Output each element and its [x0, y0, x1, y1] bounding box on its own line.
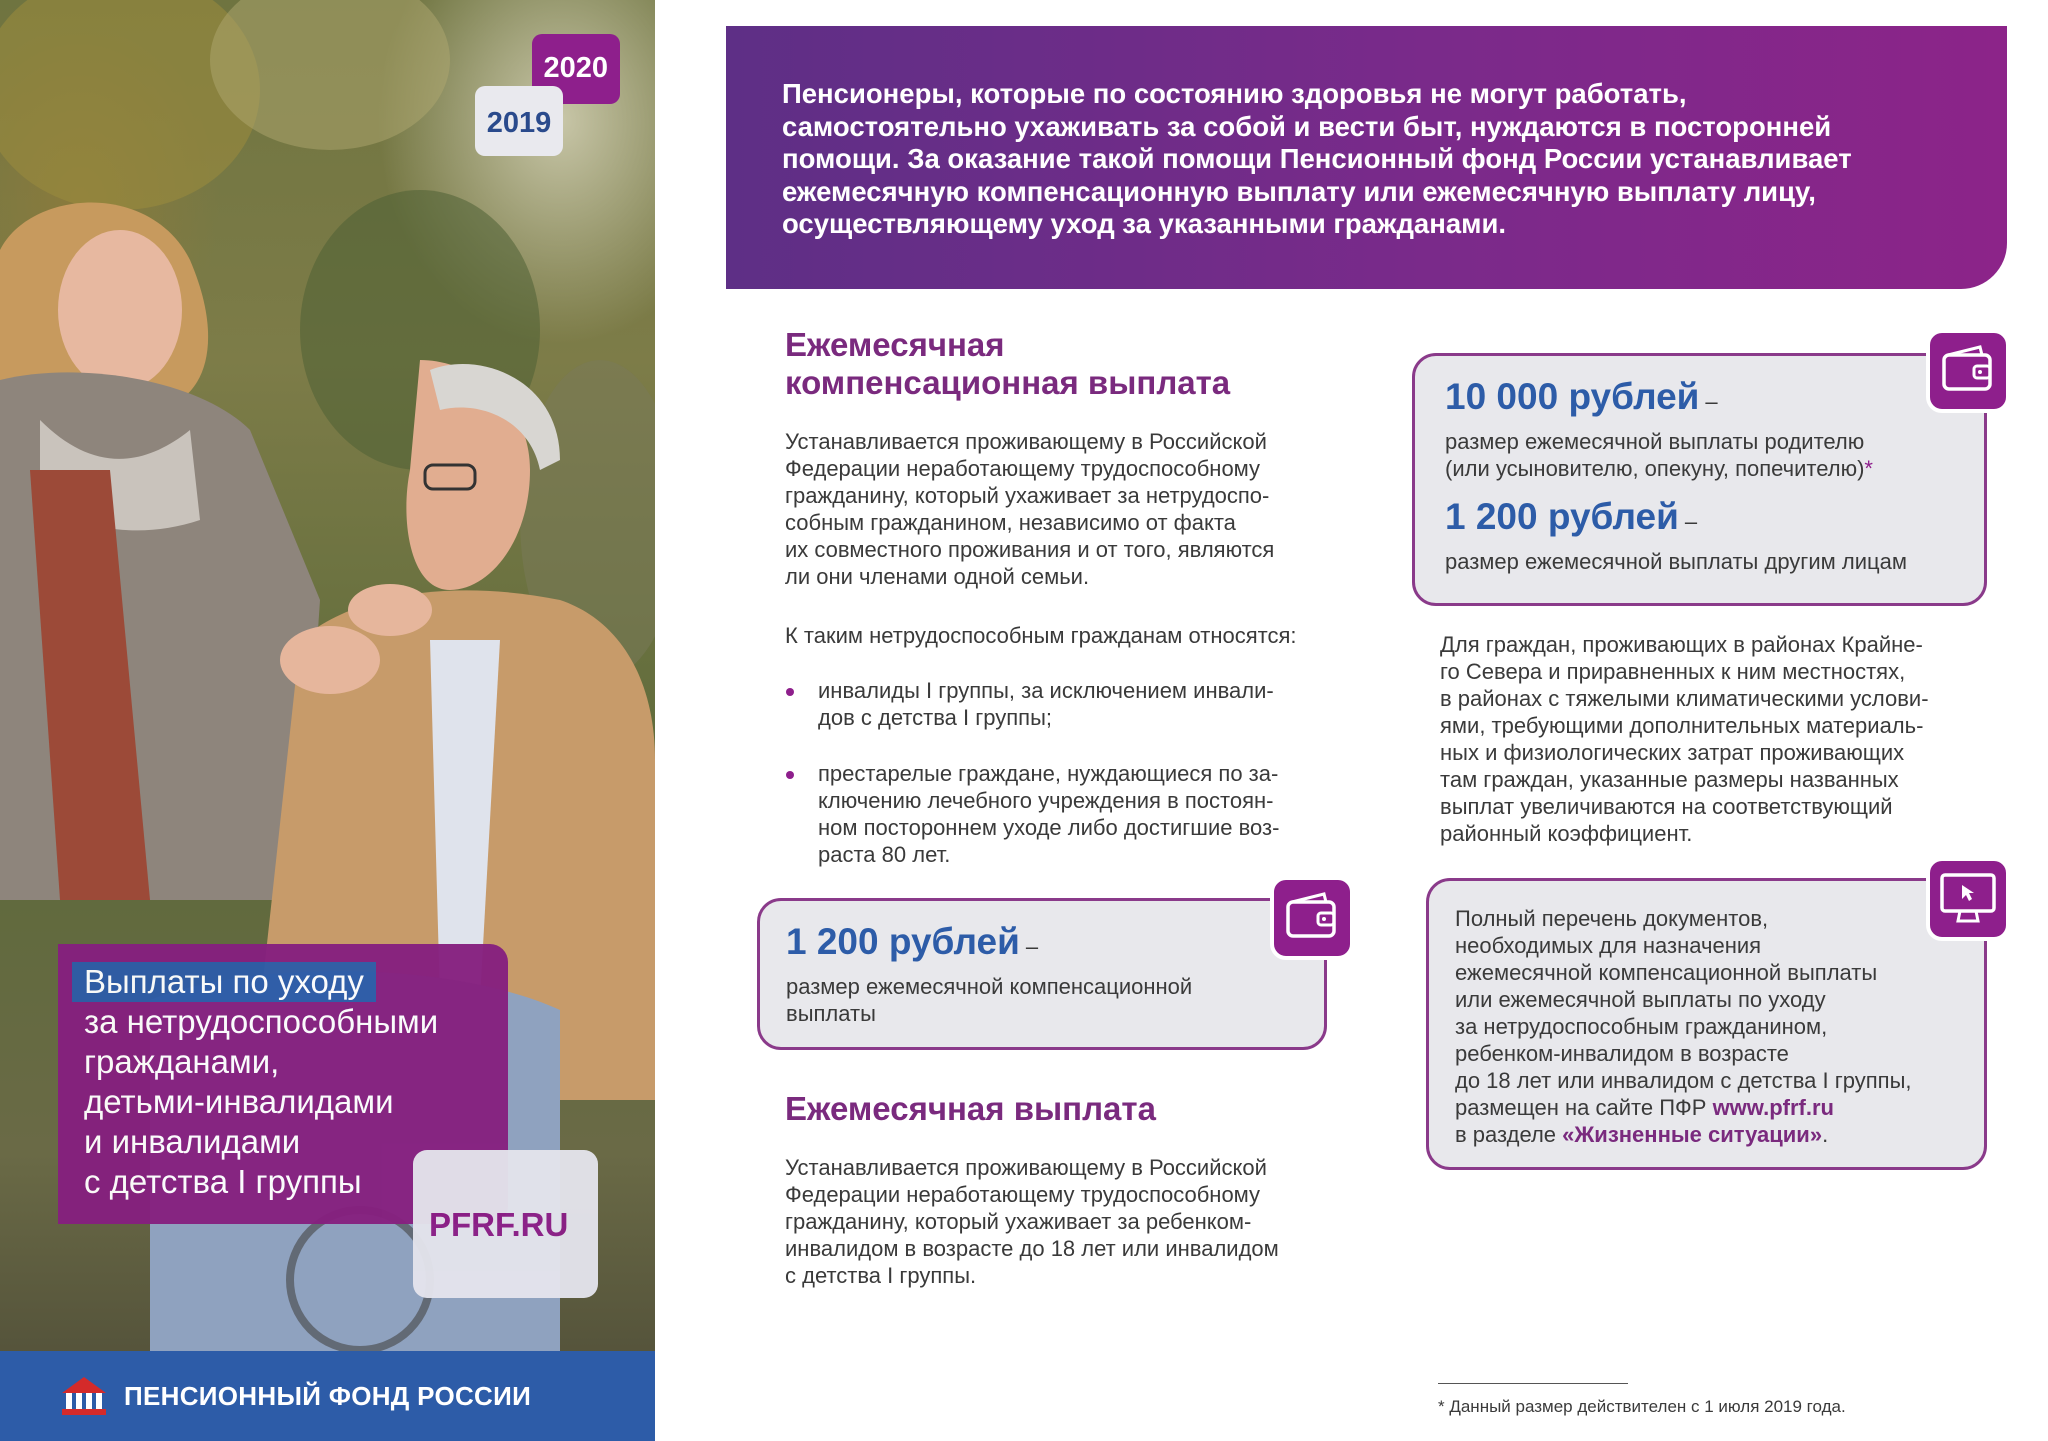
- comp-heading: Ежемесячная компенсационная выплата: [785, 326, 1231, 401]
- list-item: инвалиды I группы, за исключением инвали- дов с детства I группы;: [782, 677, 1324, 731]
- comp-amount: 1 200 рублей: [786, 921, 1020, 962]
- life-situations-link[interactable]: «Жизненные ситуации»: [1562, 1122, 1823, 1147]
- wallet-icon: [1270, 876, 1354, 960]
- monthly-heading: Ежемесячная выплата: [785, 1090, 1156, 1127]
- year-badge-2020: 2020: [532, 34, 620, 104]
- comp-intro: К таким нетрудоспособным гражданам относятся:: [785, 623, 1297, 648]
- banner-line: ежемесячную компенсационную выплату или ежемесячную выплату лицу,: [782, 175, 1816, 207]
- title-line: с детства I группы: [84, 1163, 362, 1200]
- documents-card: [1426, 878, 1987, 1170]
- title-line: Выплаты по уходу: [84, 962, 508, 1002]
- comp-amount-card: 1 200 рублей – размер ежемесячной компенсационной выплаты: [757, 898, 1327, 1050]
- north-note: Для граждан, проживающих в районах Крайне- го Севера и приравненных к ним местностях, в районах с тяжелыми климатическими услови- ями, требующими дополнительных материаль- ных и физиологических затрат проживающих там граждан, указанные размеры названных выплат увеличиваются на соответствующий районный коэффициент.: [1440, 632, 1929, 846]
- title-line: детьми-инвалидами: [84, 1083, 394, 1120]
- banner-line: Пенсионеры, которые по состоянию здоровья не могут работать,: [782, 78, 1687, 109]
- footnote-divider: [1438, 1383, 1628, 1384]
- bullet-dot: [786, 771, 794, 779]
- site-badge[interactable]: PFRF.RU: [413, 1150, 598, 1298]
- wallet-icon: [1926, 329, 2010, 413]
- banner-line: помощи. За оказание такой помощи Пенсионный фонд России устанавливает: [782, 143, 1852, 174]
- documents-text: Полный перечень документов, необходимых для назначения ежемесячной компенсационной выплаты или ежемесячной выплаты по уходу за нетрудоспособным гражданином, ребенком-инвалидом в возрасте до 18 лет или инвалидом с детства I группы, размещен на сайте ПФР www.pfrf.ru в разделе «Жизненные ситуации».: [1455, 906, 1912, 1147]
- monitor-icon: [1926, 857, 2010, 941]
- org-name: ПЕНСИОННЫЙ ФОНД РОССИИ: [124, 1381, 532, 1411]
- banner-line: осуществляющему уход за указанными гражданами.: [782, 208, 1506, 239]
- amount-parents-desc: размер ежемесячной выплаты родителю (или усыновителю, опекуну, попечителю)*: [1445, 429, 1873, 481]
- title-line: за нетрудоспособными: [84, 1003, 439, 1040]
- pfr-site-link[interactable]: www.pfrf.ru: [1712, 1095, 1834, 1120]
- cover-photo-panel: [0, 0, 655, 1441]
- comp-amount-desc: размер ежемесячной компенсационной выплаты: [786, 974, 1193, 1026]
- intro-banner: [726, 26, 2007, 289]
- monthly-description: Устанавливается проживающему в Российской Федерации неработающему трудоспособному гражданину, который ухаживает за ребенком- инвалидом в возрасте до 18 лет или инвалидом с детства I группы.: [785, 1155, 1279, 1288]
- list-item: престарелые граждане, нуждающиеся по за- ключению лечебного учреждения в постоян- ном постороннем уходе либо достигшие воз- раста 80 лет.: [782, 760, 1324, 868]
- org-footer-bar: [0, 1351, 655, 1441]
- banner-line: самостоятельно ухаживать за собой и вести быт, нуждаются в посторонней: [782, 110, 1832, 142]
- bullet-dot: [786, 688, 794, 696]
- amount-others-desc: размер ежемесячной выплаты другим лицам: [1445, 549, 1907, 574]
- title-line: гражданами,: [84, 1043, 280, 1080]
- pfr-emblem-icon: [58, 1371, 110, 1419]
- amounts-card: 10 000 рублей – размер ежемесячной выплаты родителю (или усыновителю, опекуну, попечителю)* 1 200 рублей – размер ежемесячной выплаты другим лицам: [1412, 353, 1987, 606]
- amount-parents: 10 000 рублей: [1445, 376, 1700, 417]
- year-badge-2019: 2019: [475, 86, 563, 156]
- footnote: * Данный размер действителен с 1 июля 2019 года.: [1438, 1397, 1846, 1416]
- amount-others: 1 200 рублей: [1445, 496, 1679, 537]
- comp-description: Устанавливается проживающему в Российской Федерации неработающему трудоспособному гражданину, который ухаживает за нетрудоспо- собным гражданином, независимо от факта их совместного проживания и от того, являются ли они членами одной семьи.: [785, 429, 1275, 589]
- title-line: и инвалидами: [84, 1123, 301, 1160]
